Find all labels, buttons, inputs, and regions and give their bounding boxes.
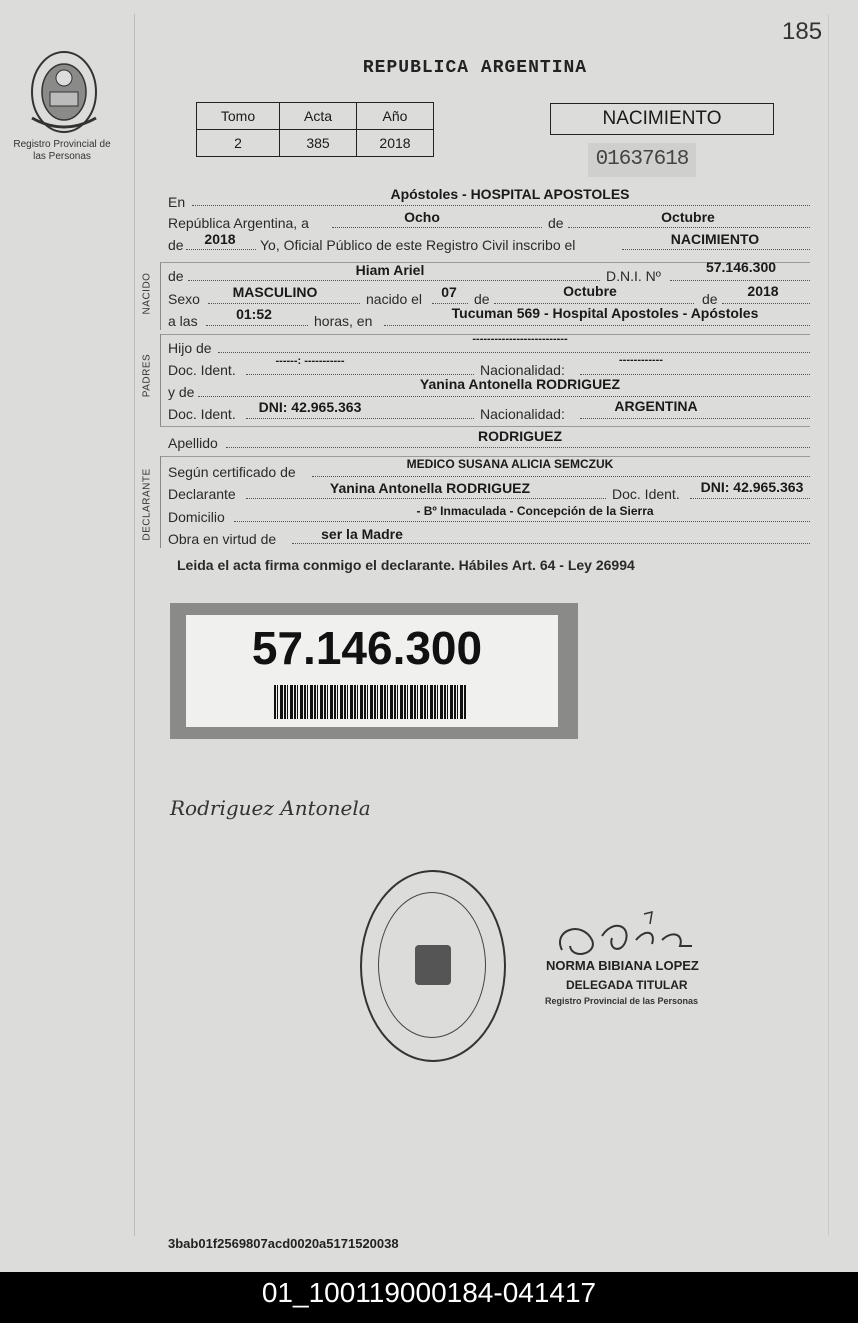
footer-id-bar: 01_100119000184-041417 bbox=[0, 1272, 858, 1323]
dotted-line bbox=[226, 447, 810, 448]
label-de: de bbox=[474, 291, 490, 307]
dni-sticker-inner bbox=[186, 615, 558, 727]
label-de: de bbox=[702, 291, 718, 307]
register-header-tomo: Tomo bbox=[197, 103, 280, 130]
value-mes: Octubre bbox=[661, 209, 715, 225]
value-certificado: MEDICO SUSANA ALICIA SEMCZUK bbox=[406, 457, 614, 471]
serial-number: 01637618 bbox=[588, 143, 696, 177]
dotted-line bbox=[432, 303, 468, 304]
section-nacido: NACIDO bbox=[141, 272, 153, 315]
label-en: En bbox=[168, 194, 186, 210]
province-emblem-icon bbox=[24, 48, 104, 136]
dotted-line bbox=[332, 227, 542, 228]
label-segun: Según certificado de bbox=[168, 464, 296, 480]
label-doc-ident: Doc. Ident. bbox=[168, 406, 236, 422]
label-de: de bbox=[168, 237, 184, 253]
dni-sticker bbox=[170, 603, 578, 739]
section-declarante: DECLARANTE bbox=[141, 468, 153, 541]
dotted-line bbox=[494, 303, 694, 304]
official-org: Registro Provincial de las Personas bbox=[545, 996, 699, 1006]
right-margin-line bbox=[828, 14, 829, 1236]
value-madre-doc: DNI: 42.965.363 bbox=[258, 399, 362, 415]
dotted-line bbox=[188, 280, 600, 281]
dotted-line bbox=[218, 352, 810, 353]
value-padre-doc: ------: ----------- bbox=[275, 355, 345, 367]
declarante-signature: Rodriguez Antonela bbox=[170, 796, 371, 820]
dotted-line bbox=[670, 280, 810, 281]
value-nac-anio: 2018 bbox=[747, 283, 779, 299]
dotted-line bbox=[198, 396, 810, 397]
label-declarante: Declarante bbox=[168, 486, 236, 502]
logo-caption: Registro Provincial de las Personas bbox=[13, 139, 111, 162]
value-declarante: Yanina Antonella RODRIGUEZ bbox=[329, 480, 531, 496]
act-type-box: NACIMIENTO bbox=[550, 103, 774, 135]
value-sexo: MASCULINO bbox=[232, 284, 318, 300]
value-nac-dia: 07 bbox=[441, 284, 457, 300]
register-header-acta: Acta bbox=[280, 103, 357, 130]
label-de: de bbox=[548, 215, 564, 231]
value-apellido: RODRIGUEZ bbox=[478, 428, 562, 444]
dotted-line bbox=[246, 418, 474, 419]
register-value-acta: 385 bbox=[280, 130, 357, 157]
value-lugar-nac: Tucuman 569 - Hospital Apostoles - Apóstoles bbox=[451, 305, 759, 321]
official-role: DELEGADA TITULAR bbox=[566, 978, 688, 992]
value-dia: Ocho bbox=[404, 209, 440, 225]
dotted-line bbox=[722, 303, 810, 304]
label-dni: D.N.I. Nº bbox=[606, 268, 661, 284]
value-hora: 01:52 bbox=[236, 306, 272, 322]
value-nac-mes: Octubre bbox=[563, 283, 617, 299]
page-number: 185 bbox=[782, 18, 823, 45]
dotted-line bbox=[192, 205, 810, 206]
dotted-line bbox=[580, 418, 810, 419]
section-padres: PADRES bbox=[141, 353, 153, 398]
official-stamp-inner bbox=[378, 892, 486, 1038]
dotted-line bbox=[292, 543, 810, 544]
official-stamp bbox=[360, 870, 506, 1062]
value-lugar: Apóstoles - HOSPITAL APOSTOLES bbox=[390, 186, 630, 202]
dotted-line bbox=[246, 374, 474, 375]
label-doc-ident-short: Doc. Ident. bbox=[612, 486, 680, 502]
dotted-line bbox=[622, 249, 810, 250]
label-republica: República Argentina, a bbox=[168, 215, 309, 231]
label-y-de: y de bbox=[168, 384, 195, 400]
register-value-tomo: 2 bbox=[197, 130, 280, 157]
value-padre-nac: ------------ bbox=[619, 354, 663, 366]
value-nombre: Hiam Ariel bbox=[355, 262, 425, 278]
dotted-line bbox=[246, 498, 606, 499]
document-hash: 3bab01f2569807acd0020a5171520038 bbox=[168, 1236, 399, 1251]
value-dni: 57.146.300 bbox=[705, 259, 777, 275]
label-a-las: a las bbox=[168, 313, 198, 329]
dotted-line bbox=[208, 303, 360, 304]
label-apellido: Apellido bbox=[168, 435, 218, 451]
dotted-line bbox=[312, 476, 810, 477]
label-nacionalidad: Nacionalidad: bbox=[480, 362, 565, 378]
value-anio: 2018 bbox=[204, 231, 236, 247]
document-title: REPUBLICA ARGENTINA bbox=[362, 58, 588, 78]
label-obra: Obra en virtud de bbox=[168, 531, 277, 547]
dotted-line bbox=[580, 374, 810, 375]
register-header-anio: Año bbox=[357, 103, 434, 130]
register-value-anio: 2018 bbox=[357, 130, 434, 157]
official-name: NORMA BIBIANA LOPEZ bbox=[546, 958, 699, 973]
value-madre: Yanina Antonella RODRIGUEZ bbox=[419, 376, 621, 392]
label-nacido-el: nacido el bbox=[366, 291, 423, 307]
section-separator bbox=[160, 426, 810, 427]
label-nacionalidad: Nacionalidad: bbox=[480, 406, 565, 422]
label-hijo-de: Hijo de bbox=[168, 340, 212, 356]
stamp-emblem-icon bbox=[415, 945, 451, 985]
value-padre: -------------------------- bbox=[472, 333, 568, 345]
section-divider bbox=[160, 262, 161, 330]
label-sexo: Sexo bbox=[168, 291, 200, 307]
section-divider bbox=[160, 334, 161, 426]
dotted-line bbox=[384, 325, 810, 326]
dotted-line bbox=[206, 325, 308, 326]
value-declarante-doc: DNI: 42.965.363 bbox=[700, 479, 804, 495]
dotted-line bbox=[568, 227, 810, 228]
label-de: de bbox=[168, 268, 184, 284]
label-horas-en: horas, en bbox=[314, 313, 373, 329]
section-divider bbox=[160, 456, 161, 548]
dotted-line bbox=[234, 521, 810, 522]
register-table bbox=[196, 102, 434, 157]
value-obra: ser la Madre bbox=[321, 526, 403, 542]
label-yo: Yo, Oficial Público de este Registro Civil inscribo el bbox=[260, 237, 576, 253]
label-domicilio: Domicilio bbox=[168, 509, 225, 525]
dotted-line bbox=[690, 498, 810, 499]
dni-sticker-number: 57.146.300 bbox=[251, 622, 483, 674]
value-madre-nac: ARGENTINA bbox=[614, 398, 698, 414]
value-acto: NACIMIENTO bbox=[670, 231, 760, 247]
firma-note: Leida el acta firma conmigo el declarante. Hábiles Art. 64 - Ley 26994 bbox=[177, 557, 635, 573]
barcode-icon bbox=[274, 685, 466, 719]
label-doc-ident: Doc. Ident. bbox=[168, 362, 236, 378]
left-margin-line bbox=[134, 14, 135, 1236]
value-domicilio: - Bº Inmaculada - Concepción de la Sierra bbox=[416, 504, 654, 518]
dotted-line bbox=[186, 249, 256, 250]
